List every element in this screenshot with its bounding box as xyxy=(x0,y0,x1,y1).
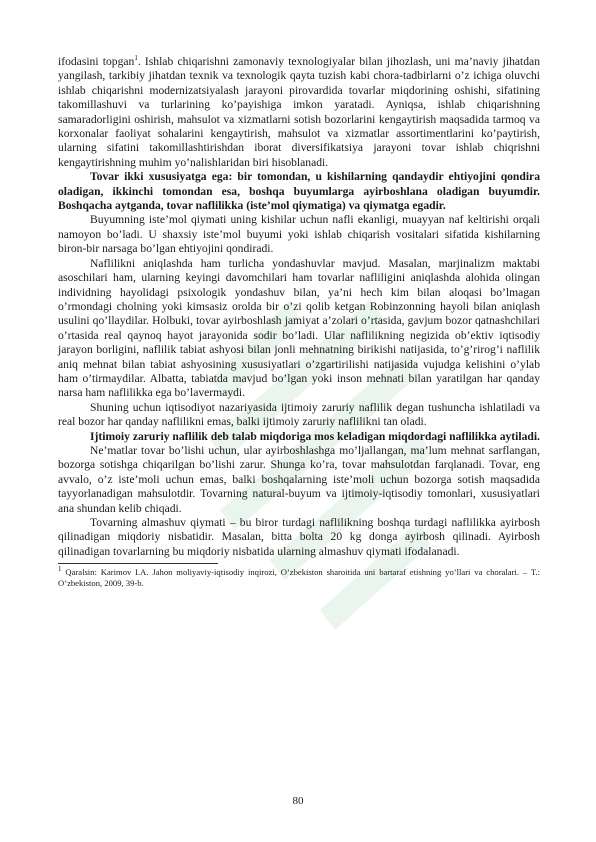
footnote xyxy=(58,567,540,589)
footnote-divider xyxy=(58,563,218,564)
paragraph-text: ifodasini topgan xyxy=(58,55,135,68)
paragraph-1 xyxy=(58,55,540,170)
paragraph-6-definition: Ijtimoiy zaruriy naflilik deb talab miqdoriga mos keladigan miqdordagi naflilikka aytiladi. xyxy=(90,429,540,443)
paragraph-5: Shuning uchun iqtisodiyot nazariyasida ijtimoiy zaruriy naflilik degan tushuncha ishlatiladi va real bozor har qanday naflilikni emas, balki ijtimoiy zaruriy naflilikni tan oladi. xyxy=(58,400,540,429)
paragraph-4: Naflilikni aniqlashda ham turlicha yondashuvlar mavjud. Masalan, marjinalizm maktabi asoschilari ham, ularning keyingi davomchilari ham tovarlar nafliligini aniqlashda alohida olingan individning hayolidagi psixologik yondashuv bilan, ya’ni hech kim bilan aloqasi bo’lmagan o’rmondagi cholning yoki kimsasiz orolda bir o’zi qolib ketgan Robinzonning hayoli bilan aniqlash usulini qo’llaydilar. Holbuki, tovar ayirboshlash jamiyat a’zolari o’rtasida, gavjum bozor qatnashchilari o’rtasida real qaynoq hayot jarayonida sodir bo’ladi. Ular naflilikning negizida ob’ektiv iqtisodiy jarayon borligini, naflilik tabiat ashyosi bilan jonli mehnatning birikishi natijasida, to’g’rirog’i naflilik aniq mehnat bilan tabiat ashyosining xususiyatlari o’zgartirilishi natijasida vujudga kelishini o’ylab ham o’tirmaydilar. Albatta, tabiatda mavjud bo’lgan yoki inson mehnati bilan yaratilgan har qanday narsa ham naflilikka ega bo’lavermaydi. xyxy=(58,256,540,400)
body-text xyxy=(58,55,540,559)
paragraph-2-definition: Tovar ikki xususiyatga ega: bir tomondan, u kishilarning qandaydir ehtiyojini qondira oladigan, ikkinchi tomondan esa, boshqa buyumlarga ayirboshlana oladigan buyumdir. Boshqacha aytganda, tovar naflilikka (iste’mol qiymatiga) va qiymatga egadir. xyxy=(58,170,540,213)
paragraph-8: Tovarning almashuv qiymati – bu biror turdagi naflilikning boshqa turdagi naflilikka ayirbosh qilinadigan miqdoriy nisbatidir. Masalan, bitta bolta 20 kg donga ayirbosh qilinadi. Ayirbosh qilinadigan tovarlarning bu miqdoriy nisbatida ularning almashuv qiymati ifodalanadi. xyxy=(58,516,540,558)
footnote-text: Qaralsin: Karimov I.A. Jahon moliyaviy-iqtisodiy inqirozi, O’zbekiston sharoitida uni bartaraf etishning yo’llari va choralari. – T.: O’zbekiston, 2009, 39-b. xyxy=(58,567,540,589)
paragraph-7: Ne’matlar tovar bo’lishi uchun, ular ayirboshlashga mo’ljallangan, ma’lum mehnat sarflangan, bozorga sotishga chiqarilgan bo’lishi zarur. Shunga ko’ra, tovar mahsulotdan farqlanadi. Tovar, eng avvalo, o’z iste’moli uchun emas, balki boshqalarning iste’moli uchun bozorga sotish maqsadida tayyorlanadigan mahsulotdir. Tovarning natural-buyum va ijtimoiy-iqtisodiy tomonlari, xususiyatlari ana shundan kelib chiqadi. xyxy=(58,443,540,515)
document-page xyxy=(58,55,540,589)
page-number: 80 xyxy=(292,795,304,807)
footnote-marker: 1 xyxy=(58,565,62,574)
footnote-reference[interactable]: 1 xyxy=(134,54,138,63)
paragraph-3: Buyumning iste’mol qiymati uning kishilar uchun nafli ekanligi, muayyan naf keltirishi orqali namoyon bo’ladi. U shaxsiy iste’mol buyumi yoki ishlab chiqarish vositalari sifatida kishilarning biron-bir narsaga bo’lgan ehtiyojini qondiradi. xyxy=(58,213,540,256)
paragraph-text: . Ishlab chiqarishni zamonaviy texnologiyalar bilan jihozlash, uni ma’naviy jihatdan yangilash, tarkibiy jihatdan texnik va texnologik qayta tuzish kabi chora-tadbirlarni o’z ichiga oluvchi ishlab chiqarishni modernizatsiyalash jarayoni pirovardida tovarlar miqdorining oshishi, sifatining takomillashuvi va turlarining ko’payishiga imkon yaratadi. Ayniqsa, ishlab chiqarishning samaradorligini oshirish, mahsulot va xizmatlarni sotish bozorlarini kengaytirish maqsadida tarmoq va korxonalar faoliyat sohalarini kengaytirish, mahsulot va xizmatlar assortimentlarini ko’paytirish, ularning sifatini takomillashtirishdan iborat diversifikatsiya jarayoni tovar ishlab chiqrishni kengaytirishning muhim yo’nalishlaridan biri hisoblanadi. xyxy=(58,55,540,169)
